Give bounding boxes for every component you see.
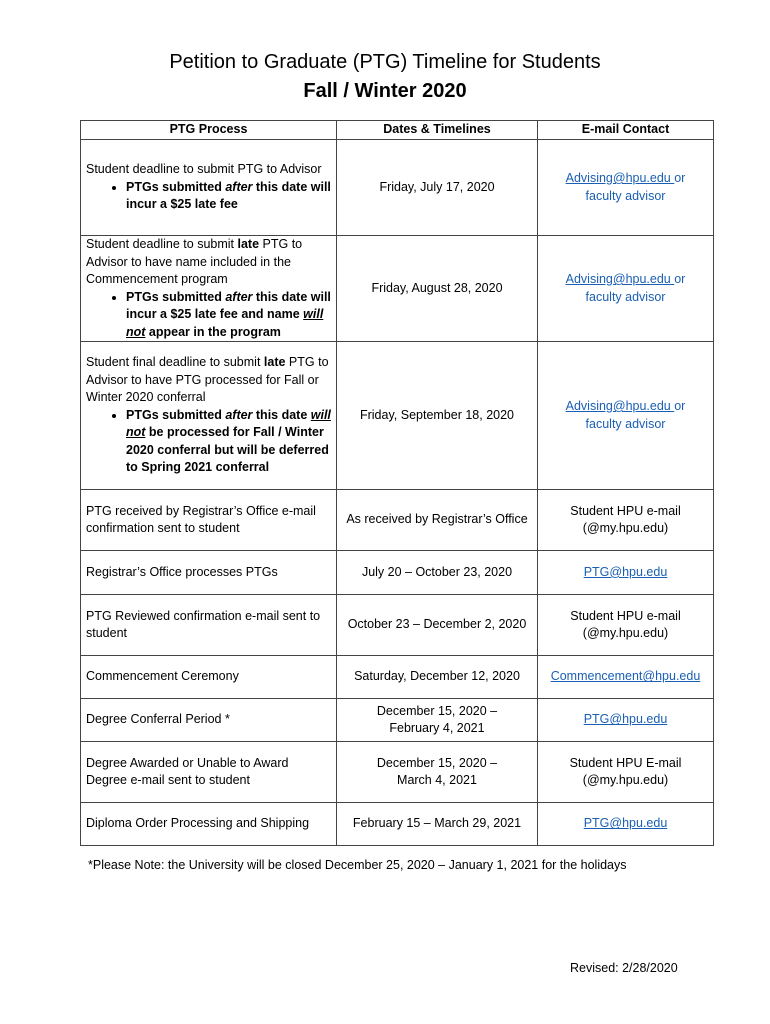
process-text: Student deadline to submit late PTG to Advisor to have name included in the Commencement program [86, 237, 303, 286]
email-text: or [674, 171, 686, 185]
email-cell [538, 595, 714, 656]
email-link[interactable]: Commencement@hpu.edu [550, 669, 701, 684]
email-cell [538, 656, 714, 699]
header-ptg-process: PTG Process [81, 121, 337, 140]
email-link[interactable]: Advising@hpu.edu [565, 399, 675, 413]
email-cell [538, 140, 714, 236]
email-text: (@my.hpu.edu) [582, 626, 669, 640]
process-cell [81, 140, 337, 236]
date-cell: Friday, August 28, 2020 [337, 236, 538, 342]
email-link[interactable]: PTG@hpu.edu [583, 816, 668, 831]
email-link[interactable]: PTG@hpu.edu [583, 712, 668, 727]
email-text: faculty advisor [585, 188, 666, 203]
date-cell [337, 699, 538, 742]
process-cell: PTG received by Registrar’s Office e-mail confirmation sent to student [81, 490, 337, 551]
email-cell [538, 490, 714, 551]
email-link[interactable]: Advising@hpu.edu [565, 272, 675, 286]
table-row [81, 699, 714, 742]
list-item: • PTGs submitted after this date will incur a $25 late fee and name will not appear in the program [126, 289, 331, 342]
email-text: faculty advisor [585, 416, 666, 431]
email-text: or [674, 399, 686, 413]
email-text: Student HPU E-mail [569, 755, 682, 770]
list-item: • PTGs submitted after this date will incur a $25 late fee [126, 179, 331, 214]
date-cell: February 15 – March 29, 2021 [337, 803, 538, 846]
holiday-note: *Please Note: the University will be closed December 25, 2020 – January 1, 2021 for the holidays [88, 858, 627, 872]
email-text: faculty advisor [585, 289, 666, 304]
bullet-list [86, 289, 331, 342]
email-cell [538, 551, 714, 595]
email-cell [538, 236, 714, 342]
date-cell: Friday, September 18, 2020 [337, 342, 538, 490]
email-cell [538, 742, 714, 803]
page-subtitle: Fall / Winter 2020 [303, 80, 467, 102]
table-row [81, 742, 714, 803]
bullet-list [86, 179, 331, 214]
process-cell: PTG Reviewed confirmation e-mail sent to student [81, 595, 337, 656]
email-text: or [674, 272, 686, 286]
table-row [81, 342, 714, 490]
email-text: Student HPU e-mail [570, 608, 681, 623]
email-link[interactable]: PTG@hpu.edu [583, 564, 668, 579]
revised-date: Revised: 2/28/2020 [570, 961, 678, 975]
date-text: February 4, 2021 [389, 721, 485, 735]
table-row [81, 803, 714, 846]
list-item: • PTGs submitted after this date will not be processed for Fall / Winter 2020 conferral but will be deferred to Spring 2021 conferral [126, 407, 331, 477]
date-cell: October 23 – December 2, 2020 [337, 595, 538, 656]
email-cell [538, 699, 714, 742]
process-cell: Degree Conferral Period * [81, 699, 337, 742]
date-cell: Saturday, December 12, 2020 [337, 656, 538, 699]
table-row [81, 140, 714, 236]
email-text: (@my.hpu.edu) [582, 521, 669, 535]
process-cell: Degree Awarded or Unable to Award Degree e-mail sent to student [81, 742, 337, 803]
table-row [81, 551, 714, 595]
date-cell: July 20 – October 23, 2020 [337, 551, 538, 595]
table-header-row [81, 121, 714, 140]
process-cell: Diploma Order Processing and Shipping [81, 803, 337, 846]
process-cell: Registrar’s Office processes PTGs [81, 551, 337, 595]
process-cell: Commencement Ceremony [81, 656, 337, 699]
table-row [81, 236, 714, 342]
page-title: Petition to Graduate (PTG) Timeline for Students [169, 51, 601, 73]
email-cell [538, 342, 714, 490]
email-text: (@my.hpu.edu) [582, 773, 669, 787]
table-row [81, 490, 714, 551]
timeline-table [80, 120, 714, 846]
date-cell: As received by Registrar’s Office [337, 490, 538, 551]
process-text: Student final deadline to submit late PTG to Advisor to have PTG processed for Fall or Winter 2020 conferral [86, 355, 329, 405]
email-cell [538, 803, 714, 846]
date-cell [337, 742, 538, 803]
bullet-list [86, 407, 331, 477]
process-text: Student deadline to submit PTG to Advisor [86, 162, 322, 177]
date-text: December 15, 2020 – [376, 755, 498, 770]
email-link[interactable]: Advising@hpu.edu [565, 171, 675, 185]
header-dates: Dates & Timelines [337, 121, 538, 140]
email-text: Student HPU e-mail [570, 503, 681, 518]
date-text: March 4, 2021 [397, 773, 477, 787]
header-email: E-mail Contact [538, 121, 714, 140]
date-cell: Friday, July 17, 2020 [337, 140, 538, 236]
date-text: December 15, 2020 – [376, 703, 498, 718]
process-cell [81, 342, 337, 490]
table-row [81, 595, 714, 656]
process-cell [81, 236, 337, 342]
table-row [81, 656, 714, 699]
